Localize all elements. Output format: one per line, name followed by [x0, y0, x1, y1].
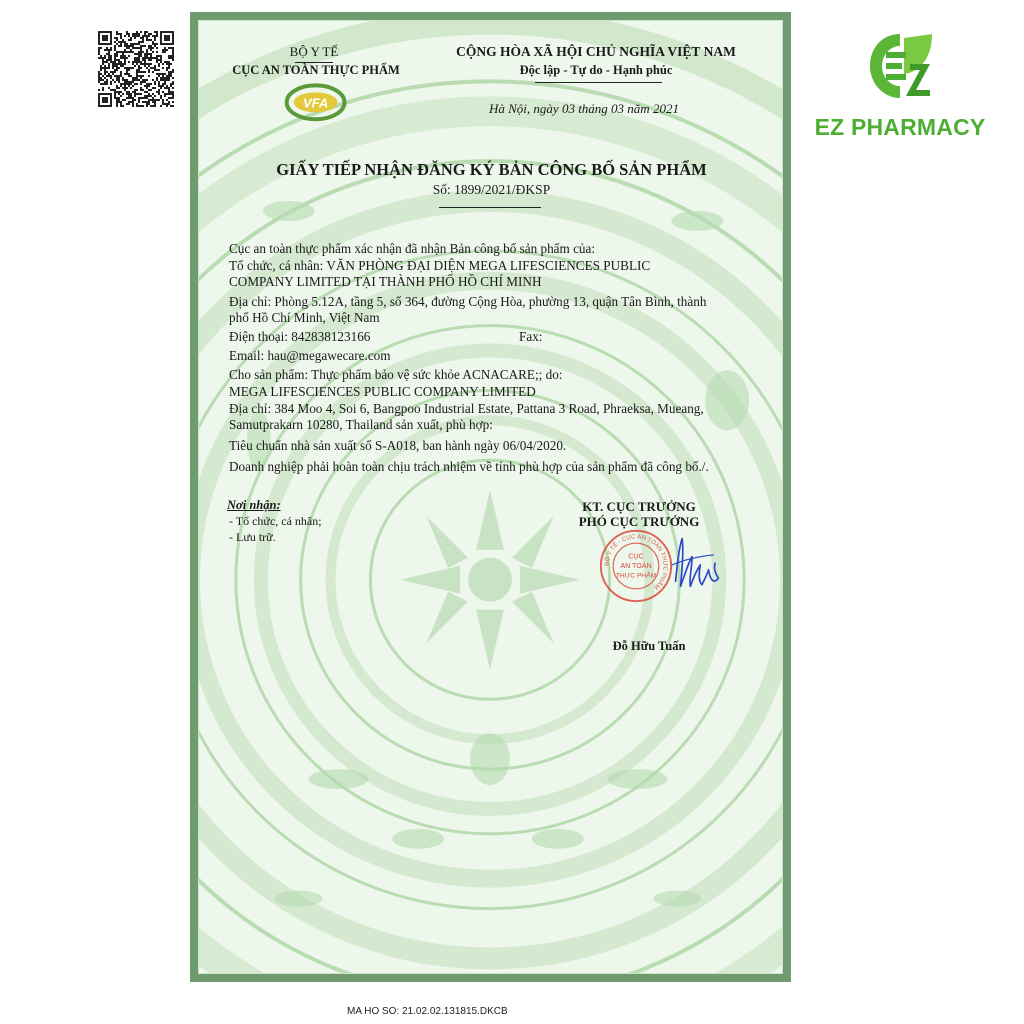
signer-name: Đỗ Hữu Tuấn — [612, 639, 686, 653]
official-stamp-icon — [598, 528, 674, 604]
stamp-ring-text: BỘ Y TẾ · CỤC AN TOÀN THỰC PHẨM — [603, 533, 669, 591]
body-line-10: Địa chỉ: 384 Moo 4, Soi 6, Bangpoo Industrial Estate, Pattana 3 Road, Phraeksa, Mueang, — [229, 401, 704, 416]
qr-code-pattern — [98, 31, 174, 107]
recipient-item-2: - Lưu trữ. — [229, 530, 276, 544]
date-line: Hà Nội, ngày 03 tháng 03 năm 2021 — [489, 101, 679, 116]
sign-title-1: KT. CỤC TRƯỞNG — [582, 499, 696, 514]
stamp-center-2: AN TOÀN — [620, 561, 652, 570]
handwritten-signature-icon — [664, 530, 730, 608]
vfa-logo-text: VFA — [303, 95, 329, 111]
body-line-11: Samutprakarn 10280, Thailand sản xuất, phù hợp: — [229, 417, 493, 432]
document-number: Số: 1899/2021/ĐKSP — [432, 182, 551, 197]
republic-label: CỘNG HÒA XÃ HỘI CHỦ NGHĨA VIỆT NAM — [456, 44, 736, 59]
body-line-7: Email: hau@megawecare.com — [229, 348, 391, 363]
body-line-8: Cho sản phẩm: Thực phẩm bảo vệ sức khỏe ACNACARE;; do: — [229, 367, 563, 382]
body-line-3: COMPANY LIMITED TẠI THÀNH PHỐ HỒ CHÍ MINH — [229, 274, 542, 289]
body-line-1: Cục an toàn thực phẩm xác nhận đã nhận Bản công bố sản phẩm của: — [229, 241, 596, 256]
sign-title-2: PHÓ CỤC TRƯỞNG — [578, 514, 700, 529]
department-label: CỤC AN TOÀN THỰC PHẨM — [232, 63, 400, 77]
stamp-center-1: CỤC — [628, 552, 644, 561]
stamp-center-3: THỰC PHẨM — [615, 572, 657, 580]
dossier-code: MA HO SO: 21.02.02.131815.DKCB — [347, 1006, 508, 1017]
recipients-title: Nơi nhận: — [227, 498, 281, 512]
qr-code — [98, 31, 174, 107]
motto-rule — [535, 82, 662, 83]
certificate-frame — [190, 12, 791, 982]
fax-label: Fax: — [519, 329, 543, 344]
body-line-2: Tổ chức, cá nhân: VĂN PHÒNG ĐẠI DIỆN MEGA LIFESCIENCES PUBLIC — [229, 258, 651, 273]
brand-logo — [800, 28, 1000, 148]
body-line-9: MEGA LIFESCIENCES PUBLIC COMPANY LIMITED — [229, 384, 536, 399]
certificate-paper — [198, 20, 783, 974]
ministry-label: BỘ Y TẾ — [289, 44, 339, 59]
body-line-4: Địa chỉ: Phòng 5.12A, tầng 5, số 364, đường Cộng Hòa, phường 13, quận Tân Bình, thành — [229, 294, 707, 309]
brand-name: EZ PHARMACY — [814, 114, 986, 140]
ez-leaf-logo-icon — [860, 28, 940, 108]
motto-label: Độc lập - Tự do - Hạnh phúc — [519, 63, 673, 77]
body-line-5: phố Hồ Chí Minh, Việt Nam — [229, 310, 380, 325]
body-line-13: Doanh nghiệp phải hoàn toàn chịu trách nhiệm về tính phù hợp của sản phẩm đã công bố./. — [229, 459, 709, 474]
body-line-6: Điện thoại: 842838123166 — [229, 329, 371, 344]
document-title: GIẤY TIẾP NHẬN ĐĂNG KÝ BẢN CÔNG BỐ SẢN PHẨM — [276, 160, 707, 179]
body-line-12: Tiêu chuẩn nhà sản xuất số S-A018, ban hành ngày 06/04/2020. — [229, 438, 567, 453]
recipient-item-1: - Tổ chức, cá nhân; — [229, 514, 322, 528]
number-rule — [439, 207, 541, 208]
